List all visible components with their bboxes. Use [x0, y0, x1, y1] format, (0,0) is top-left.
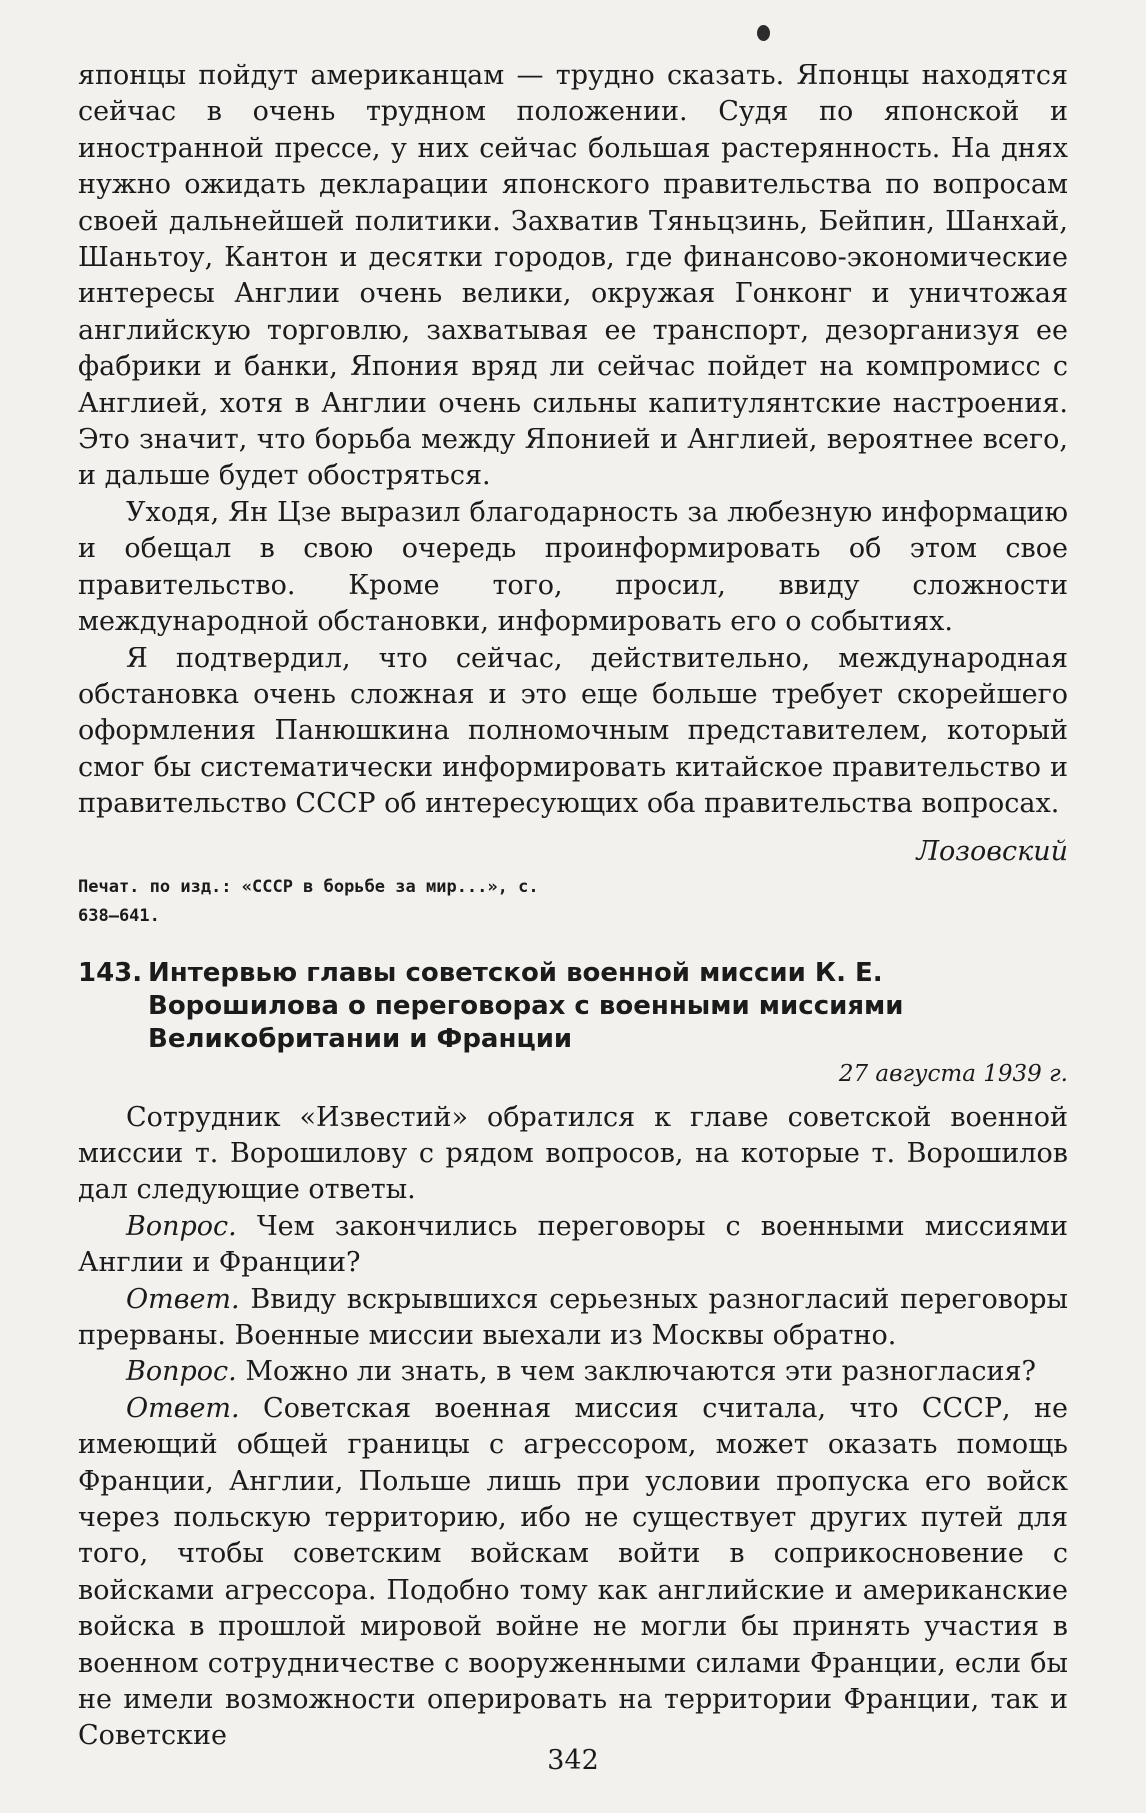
paragraph: Уходя, Ян Цзе выразил благодарность за любезную информацию и обещал в свою очередь проинформировать об этом свое правительство. Кроме того, просил, ввиду сложности международной обстановки, информировать его о событиях. — [78, 496, 1068, 638]
intro-paragraph: Сотрудник «Известий» обратился к главе советской военной миссии т. Ворошилову с рядом вопросов, на которые т. Ворошилов дал следующие ответы. — [78, 1101, 1068, 1206]
qa-paragraph — [78, 1209, 1068, 1282]
source-note: Печат. по изд.: «СССР в борьбе за мир...», с. 638—641. — [78, 876, 539, 926]
ink-smudge — [757, 25, 770, 41]
qa-paragraph — [78, 1354, 1068, 1390]
qa-label: Вопрос. — [126, 1356, 237, 1388]
qa-text: Ввиду вскрывшихся серьезных разногласий переговоры прерваны. Военные миссии выехали из Москвы обратно. — [78, 1283, 1068, 1351]
page-body — [78, 58, 1068, 1755]
page-number: 342 — [547, 1745, 599, 1776]
qa-label: Ответ. — [126, 1392, 240, 1424]
document-title-text: Интервью главы советской военной миссии К. Е. Ворошилова о переговорах с военными миссиями Великобритании и Франции — [148, 957, 904, 1054]
qa-text: Можно ли знать, в чем заключаются эти разногласия? — [245, 1356, 1036, 1388]
paragraph: японцы пойдут американцам — трудно сказать. Японцы находятся сейчас в очень трудном положении. Судя по японской и иностранной прессе, у них сейчас большая растерянность. На днях нужно ожидать декларации японского правительства по вопросам своей дальнейшей политики. Захватив Тяньцзинь, Бейпин, Шанхай, Шаньтоу, Кантон и десятки городов, где финансово-экономические интересы Англии очень велики, окружая Гонконг и уничтожая английскую торговлю, захватывая ее транспорт, дезорганизуя ее фабрики и банки, Япония вряд ли сейчас пойдет на компромисс с Англией, хотя в Англии очень сильны капитулянтские настроения. Это значит, что борьба между Японией и Англией, вероятнее всего, и дальше будет обостряться. — [78, 60, 1068, 492]
qa-label: Ответ. — [126, 1283, 240, 1315]
qa-paragraph — [78, 1391, 1068, 1755]
document-date: 27 августа 1939 г. — [838, 1060, 1068, 1087]
qa-label: Вопрос. — [126, 1210, 237, 1242]
qa-text: Советская военная миссия считала, что СССР, не имеющий общей границы с агрессором, может оказать помощь Франции, Англии, Польше лишь при условии пропуска его войск через польскую территорию, ибо не существует других путей для того, чтобы советским войскам войти в соприкосновение с войсками агрессора. Подобно тому как английские и американские войска в прошлой мировой войне не могли бы принять участия в военном сотрудничестве с вооруженными силами Франции, если бы не имели возможности оперировать на территории Франции, так и Советские — [78, 1392, 1068, 1752]
qa-text: Чем закончились переговоры с военными миссиями Англии и Франции? — [78, 1210, 1068, 1279]
document-number: 143. — [78, 957, 143, 988]
signature: Лозовский — [916, 835, 1068, 867]
qa-paragraph — [78, 1282, 1068, 1355]
paragraph: Я подтвердил, что сейчас, действительно, международная обстановка очень сложная и это еще больше требует скорейшего оформления Панюшкина полномочным представителем, который смог бы систематически информировать китайское правительство и правительство СССР об интересующих оба правительства вопросах. — [78, 642, 1068, 820]
spacer — [78, 1090, 1068, 1100]
document-title — [78, 957, 1068, 1056]
